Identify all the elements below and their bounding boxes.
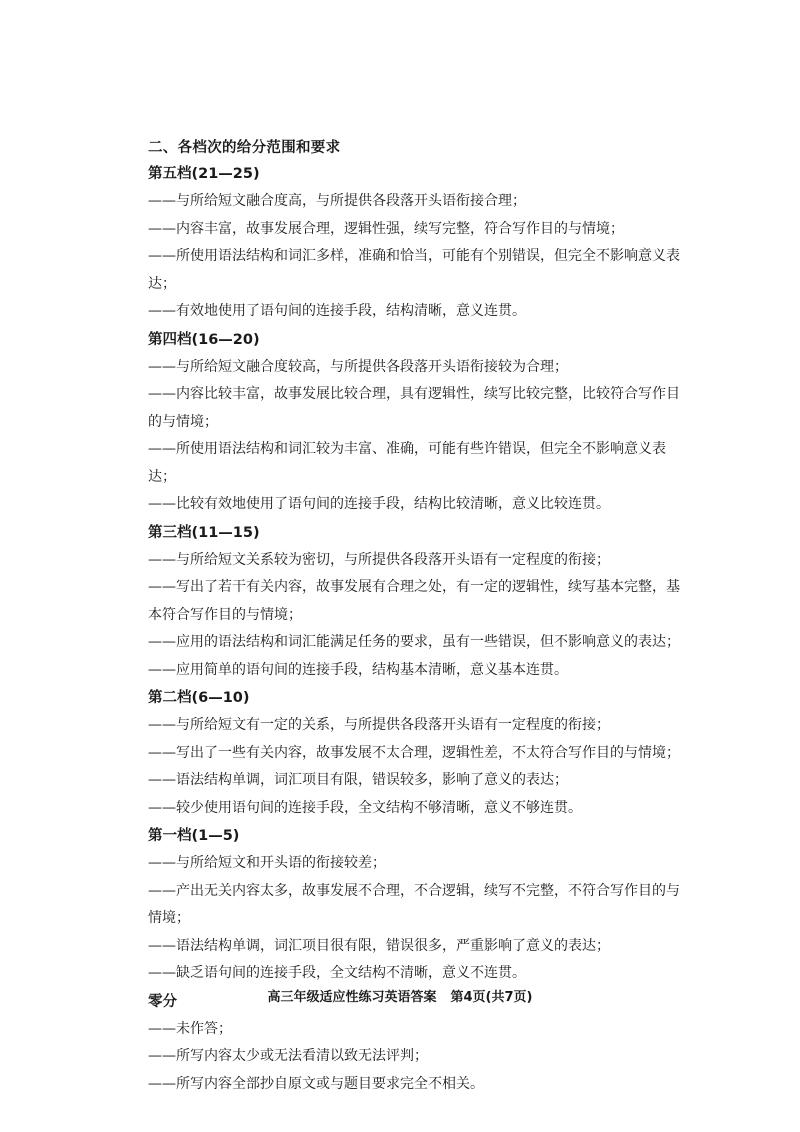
level-2 (148, 684, 688, 822)
level-4 (148, 326, 688, 519)
level-title: 零分 (148, 993, 177, 1010)
level-3 (148, 519, 688, 685)
page-footer (0, 986, 800, 1005)
criterion-item: ——语法结构单调，词汇项目有限，错误较多，影响了意义的表达； (148, 772, 568, 788)
criterion-item: ——写出了一些有关内容，故事发展不太合理，逻辑性差，不太符合写作目的与情境； (148, 744, 680, 761)
criterion-item: ——语法结构单调，词汇项目很有限，错误很多，严重影响了意义的表达； (148, 937, 610, 954)
criterion-item: ——与所给短文融合度高，与所提供各段落开头语衔接合理； (148, 193, 526, 209)
criterion-item: ——与所给短文和开头语的衔接较差； (148, 855, 386, 871)
criterion-item: ——有效地使用了语句间的连接手段，结构清晰，意义连贯。 (148, 303, 526, 319)
criterion-item: ——所使用语法结构和词汇多样，准确和恰当，可能有个别错误，但完全不影响意义表 达； (148, 248, 680, 292)
level-5 (148, 160, 688, 326)
criterion-item: ——写出了若干有关内容，故事发展有合理之处，有一定的逻辑性，续写基本完整，基本符合写作目的与情境； (148, 579, 680, 623)
criterion-item: ——内容丰富，故事发展合理，逻辑性强，续写完整，符合写作目的与情境； (148, 220, 624, 237)
level-title: 第一档(1—5) (148, 828, 240, 844)
level-title: 第二档(6—10) (148, 690, 250, 706)
level-title: 第五档(21—25) (148, 166, 260, 182)
criterion-item: ——所写内容全部抄自原文或与题目要求完全不相关。 (148, 1075, 484, 1092)
criterion-item: ——与所给短文关系较为密切，与所提供各段落开头语有一定程度的衔接； (148, 551, 610, 568)
scoring-levels (148, 160, 688, 1098)
criterion-item: ——所写内容太少或无法看清以致无法评判； (148, 1048, 428, 1064)
criterion-item: ——所使用语法结构和词汇较为丰富、准确，可能有些许错误，但完全不影响意义表达； (148, 441, 666, 485)
footer-page-info: 第4页(共7页) (450, 990, 533, 1005)
level-1 (148, 822, 688, 988)
section-heading: 二、各档次的给分范围和要求 (148, 140, 341, 156)
footer-doc-title: 高三年级适应性练习英语答案 (267, 990, 437, 1005)
level-title: 第四档(16—20) (148, 331, 260, 348)
level-title: 第三档(11—15) (148, 524, 260, 541)
criterion-item: ——比较有效地使用了语句间的连接手段，结构比较清晰，意义比较连贯。 (148, 496, 610, 512)
criterion-item: ——未作答； (148, 1020, 232, 1037)
criterion-item: ——应用的语法结构和词汇能满足任务的要求，虽有一些错误，但不影响意义的表达； (148, 634, 680, 650)
criterion-item: ——缺乏语句间的连接手段，全文结构不清晰，意义不连贯。 (148, 965, 526, 981)
criterion-item: ——与所给短文融合度较高，与所提供各段落开头语衔接较为合理； (148, 358, 568, 375)
criterion-item: ——应用简单的语句间的连接手段，结构基本清晰，意义基本连贯。 (148, 661, 568, 678)
criterion-item: ——内容比较丰富，故事发展比较合理，具有逻辑性，续写比较完整，比较符合写作目的与情境； (148, 386, 680, 430)
criterion-item: ——与所给短文有一定的关系，与所提供各段落开头语有一定程度的衔接； (148, 717, 610, 733)
criterion-item: ——较少使用语句间的连接手段，全文结构不够清晰，意义不够连贯。 (148, 799, 582, 816)
criterion-item: ——产出无关内容太多，故事发展不合理，不合逻辑，续写不完整，不符合写作目的与情境； (148, 882, 680, 926)
